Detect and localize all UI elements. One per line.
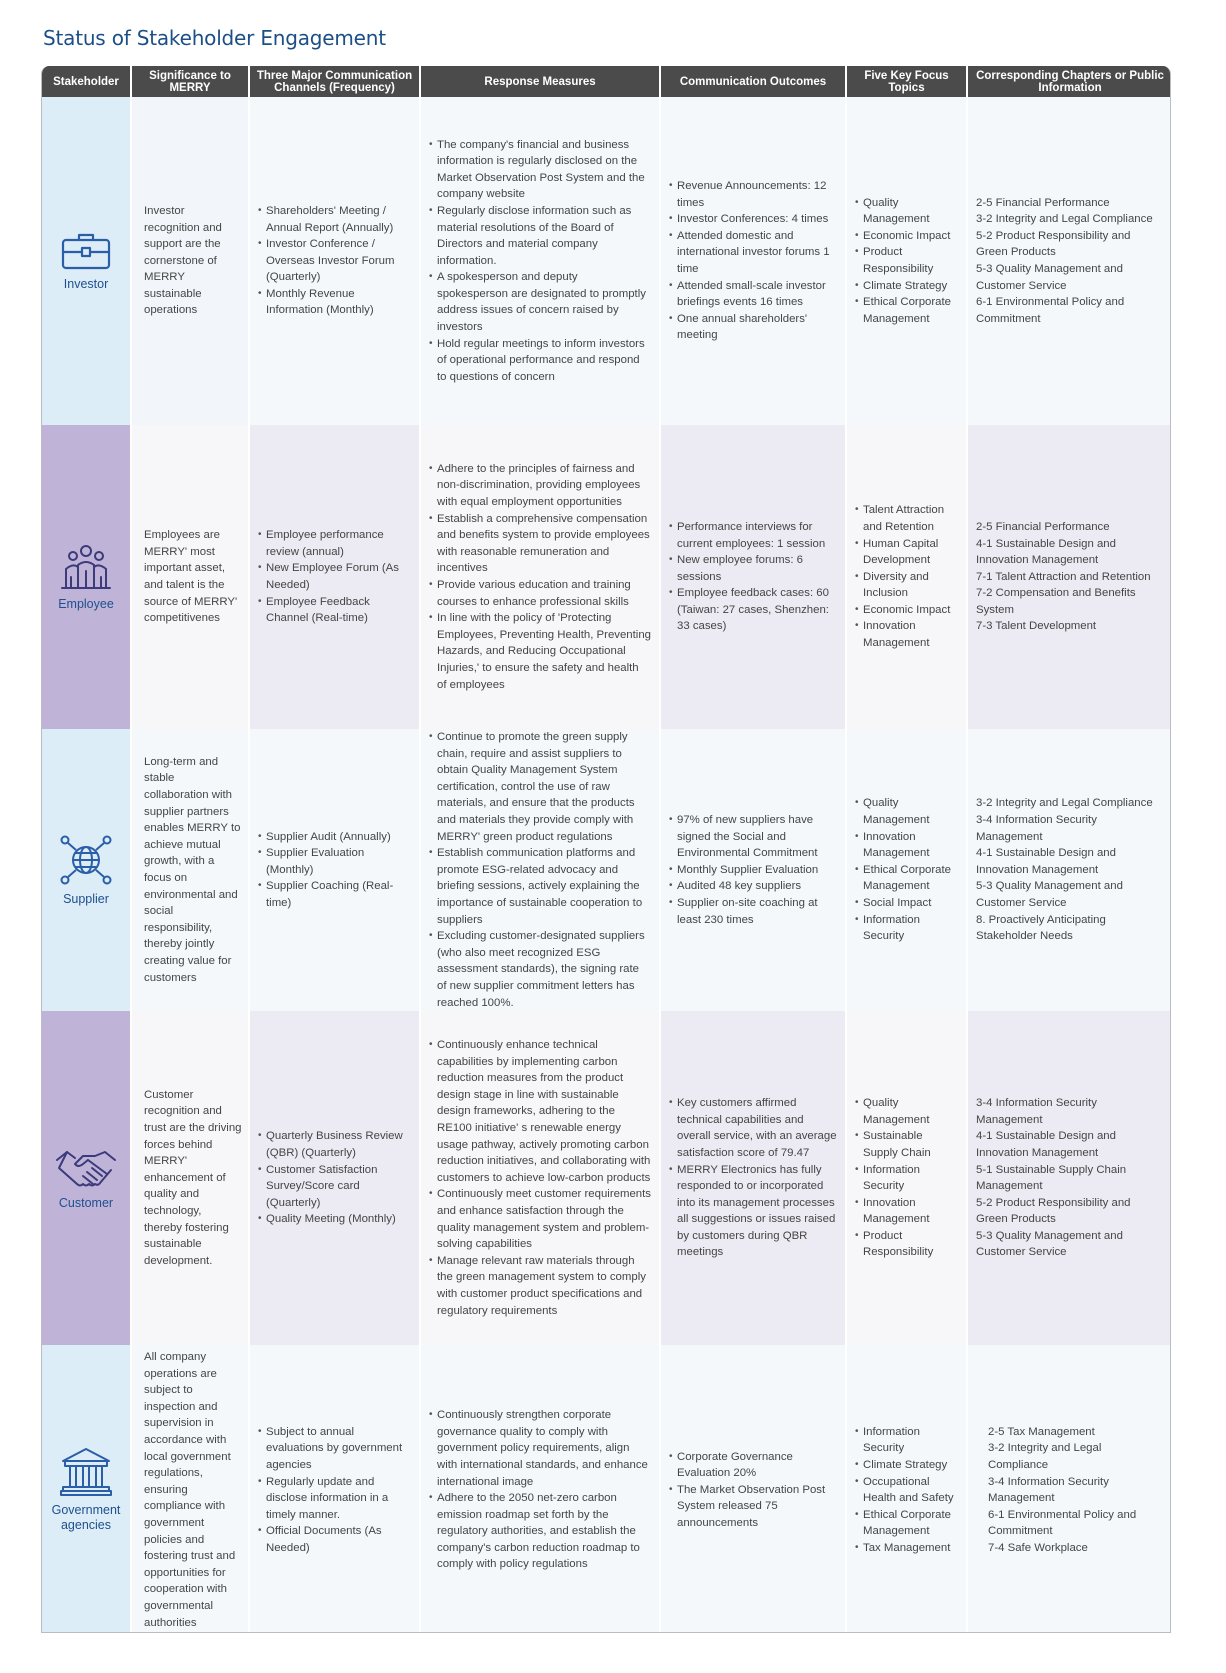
chapter-item: 5-2 Product Responsibility and Green Products [976, 1196, 1131, 1226]
list-item: • Supplier Audit (Annually) [258, 829, 411, 846]
list-item: • Sustainable Supply Chain [855, 1128, 958, 1161]
list-item: • Manage relevant raw materials through the green management system to comply with customer product specifications and regulatory requirements [429, 1253, 651, 1319]
list-item: • Tax Management [855, 1540, 958, 1557]
list-item: • Corporate Governance Evaluation 20% [669, 1449, 837, 1482]
outcomes-cell [660, 729, 846, 1011]
stakeholder-cell [42, 97, 131, 425]
list-item: • Audited 48 key suppliers [669, 878, 837, 895]
list-item: • Monthly Supplier Evaluation [669, 862, 837, 879]
chapter-item: 2-5 Tax Management [988, 1425, 1095, 1438]
list-item: • Quarterly Business Review (QBR) (Quarterly) [258, 1128, 411, 1161]
list-item: • Adhere to the 2050 net-zero carbon emission roadmap set forth by the regulatory authorities, and establish the company's carbon reduction roadmap to comply with policy regulations [429, 1490, 651, 1573]
list-item: • Supplier Evaluation (Monthly) [258, 845, 411, 878]
header-topics: Five Key Focus Topics [846, 66, 967, 97]
list-item: • Performance interviews for current employees: 1 session [669, 519, 837, 552]
chapter-item: 5-3 Quality Management and Customer Service [976, 1229, 1123, 1259]
list-item: • Innovation Management [855, 829, 958, 862]
list-item: • Subject to annual evaluations by government agencies [258, 1424, 411, 1474]
chapters-cell [967, 97, 1171, 425]
list-item: • Information Security [855, 1162, 958, 1195]
table-header-row [42, 66, 1171, 97]
stakeholder-label: Employee [58, 596, 114, 611]
stakeholder-cell [42, 1011, 131, 1345]
list-item: • In line with the policy of 'Protecting Employees, Preventing Health, Preventing Hazards, and Reducing Occupational Injuries,' to ensure the safety and health of employees [429, 610, 651, 693]
significance-cell: All company operations are subject to inspection and supervision in accordance with local government regulations, ensuring compliance with government policies and fostering trust and opportunities for cooperation with governmental authorities [131, 1345, 249, 1633]
chapter-item: 8. Proactively Anticipating Stakeholder Needs [976, 913, 1106, 943]
list-item: • Attended small-scale investor briefings events 16 times [669, 278, 837, 311]
list-item: • New employee forums: 6 sessions [669, 552, 837, 585]
table-row-government [42, 1345, 1171, 1633]
list-item: • Regularly update and disclose information in a timely manner. [258, 1474, 411, 1524]
significance-cell: Employees are MERRY' most important asset, and talent is the source of MERRY' competitivenes [131, 425, 249, 729]
chapter-item: 2-5 Financial Performance [976, 196, 1110, 209]
list-item: • Innovation Management [855, 618, 958, 651]
topics-cell [846, 1011, 967, 1345]
list-item: • Provide various education and training courses to enhance professional skills [429, 577, 651, 610]
channels-cell [249, 425, 420, 729]
list-item: • Supplier Coaching (Real-time) [258, 878, 411, 911]
channels-cell [249, 729, 420, 1011]
globe-network-icon [59, 834, 113, 886]
table-row-supplier [42, 729, 1171, 1011]
chapters-cell [967, 729, 1171, 1011]
list-item: • Product Responsibility [855, 244, 958, 277]
chapter-item: 3-2 Integrity and Legal Compliance [976, 213, 1153, 226]
list-item: • 97% of new suppliers have signed the Social and Environmental Commitment [669, 812, 837, 862]
topics-cell [846, 425, 967, 729]
list-item: • Ethical Corporate Management [855, 862, 958, 895]
outcomes-cell [660, 1011, 846, 1345]
chapter-item: 3-4 Information Security Management [976, 813, 1097, 843]
list-item: • Quality Meeting (Monthly) [258, 1211, 411, 1228]
header-significance: Significance to MERRY [131, 66, 249, 97]
chapter-item: 3-4 Information Security Management [976, 1097, 1097, 1126]
list-item: • Quality Management [855, 195, 958, 228]
list-item: • Investor Conference / Overseas Investor Forum (Quarterly) [258, 236, 411, 286]
significance-cell: Long-term and stable collaboration with supplier partners enables MERRY to achieve mutual growth, with a focus on environmental and social responsibility, thereby jointly creating value for customers [131, 729, 249, 1011]
list-item: • Regularly disclose information such as material resolutions of the Board of Directors and material company information. [429, 203, 651, 269]
chapter-item: 2-5 Financial Performance [976, 520, 1110, 533]
chapter-item: 7-4 Safe Workplace [988, 1541, 1088, 1554]
list-item: • Key customers affirmed technical capabilities and overall service, with an average satisfaction score of 79.47 [669, 1095, 837, 1161]
list-item: • Shareholders' Meeting / Annual Report (Annually) [258, 203, 411, 236]
header-channels: Three Major Communication Channels (Frequency) [249, 66, 420, 97]
list-item: • Official Documents (As Needed) [258, 1523, 411, 1556]
list-item: • The company's financial and business information is regularly disclosed on the Market Observation Post System and the company website [429, 137, 651, 203]
topics-cell [846, 1345, 967, 1633]
outcomes-cell [660, 1345, 846, 1633]
list-item: • Quality Management [855, 795, 958, 828]
list-item: • Monthly Revenue Information (Monthly) [258, 286, 411, 319]
handshake-icon [55, 1146, 117, 1190]
significance-cell: Investor recognition and support are the cornerstone of MERRY sustainable operations [131, 97, 249, 425]
list-item: • Establish a comprehensive compensation and benefits system to provide employees with reasonable remuneration and incentives [429, 511, 651, 577]
people-icon [60, 543, 112, 591]
list-item: • A spokesperson and deputy spokesperson are designated to promptly address issues of concern raised by investors [429, 269, 651, 335]
list-item: • Economic Impact [855, 602, 958, 619]
header-outcomes: Communication Outcomes [660, 66, 846, 97]
list-item: • Product Responsibility [855, 1228, 958, 1261]
chapter-item: 4-1 Sustainable Design and Innovation Management [976, 847, 1116, 876]
table-row-investor [42, 97, 1171, 425]
chapter-item: 6-1 Environmental Policy and Commitment [988, 1508, 1137, 1538]
list-item: • Economic Impact [855, 228, 958, 245]
chapter-item: 7-1 Talent Attraction and Retention [976, 570, 1151, 583]
list-item: • Innovation Management [855, 1195, 958, 1228]
measures-cell [420, 425, 660, 729]
chapter-item: 3-2 Integrity and Legal Compliance [988, 1442, 1102, 1471]
page-title: Status of Stakeholder Engagement [43, 26, 386, 50]
channels-cell [249, 1011, 420, 1345]
list-item: • One annual shareholders' meeting [669, 311, 837, 344]
list-item: • Adhere to the principles of fairness and non-discrimination, providing employees with equal employment opportunities [429, 461, 651, 511]
stakeholder-cell [42, 1345, 131, 1633]
list-item: • Revenue Announcements: 12 times [669, 178, 837, 211]
list-item: • Information Security [855, 912, 958, 945]
list-item: • Customer Satisfaction Survey/Score card (Quarterly) [258, 1162, 411, 1212]
stakeholder-table [41, 66, 1171, 1633]
chapter-item: 5-3 Quality Management and Customer Service [976, 880, 1123, 909]
list-item: • Quality Management [855, 1095, 958, 1128]
chapter-item: 7-3 Talent Development [976, 620, 1097, 633]
chapters-cell [967, 1011, 1171, 1345]
list-item: • Occupational Health and Safety [855, 1474, 958, 1507]
header-measures: Response Measures [420, 66, 660, 97]
table-row-customer [42, 1011, 1171, 1345]
list-item: • New Employee Forum (As Needed) [258, 560, 411, 593]
stakeholder-cell [42, 729, 131, 1011]
chapters-cell [967, 1345, 1171, 1633]
chapter-item: 5-1 Sustainable Supply Chain Management [976, 1163, 1127, 1193]
measures-cell [420, 1345, 660, 1633]
list-item: • Hold regular meetings to inform investors of operational performance and respond to questions of concern [429, 336, 651, 386]
stakeholder-label: Customer [58, 1195, 114, 1210]
channels-cell [249, 97, 420, 425]
list-item: • Climate Strategy [855, 278, 958, 295]
list-item: • Social Impact [855, 895, 958, 912]
topics-cell [846, 97, 967, 425]
list-item: • Climate Strategy [855, 1457, 958, 1474]
chapter-item: 4-1 Sustainable Design and Innovation Management [976, 537, 1116, 567]
list-item: • Employee feedback cases: 60 (Taiwan: 27 cases, Shenzhen: 33 cases) [669, 585, 837, 635]
list-item: • Continuously meet customer requirements and enhance satisfaction through the quality management system and problem-solving capabilities [429, 1186, 651, 1252]
chapter-item: 5-3 Quality Management and Customer Service [976, 263, 1123, 292]
header-chapters: Corresponding Chapters or Public Information [967, 66, 1171, 97]
chapters-cell [967, 425, 1171, 729]
stakeholder-label: Government agencies [51, 1503, 121, 1533]
list-item: • Continue to promote the green supply chain, require and assist suppliers to obtain Quality Management System certification, control the use of raw materials, and ensure that the products and materials they provide comply with MERRY' green product regulations [429, 729, 651, 845]
chapter-item: 7-2 Compensation and Benefits System [976, 587, 1136, 616]
list-item: • Attended domestic and international investor forums 1 time [669, 228, 837, 278]
measures-cell [420, 729, 660, 1011]
government-building-icon [60, 1447, 112, 1497]
list-item: • Ethical Corporate Management [855, 1507, 958, 1540]
chapter-item: 4-1 Sustainable Design and Innovation Management [976, 1130, 1116, 1159]
table-row-employee [42, 425, 1171, 729]
outcomes-cell [660, 425, 846, 729]
chapter-item: 3-4 Information Security Management [988, 1475, 1109, 1505]
list-item: • Diversity and Inclusion [855, 569, 958, 602]
header-stakeholder: Stakeholder [42, 66, 131, 97]
stakeholder-label: Investor [63, 276, 109, 291]
list-item: • Investor Conferences: 4 times [669, 211, 837, 228]
list-item: • Ethical Corporate Management [855, 294, 958, 327]
list-item: • Excluding customer-designated suppliers (who also meet recognized ESG assessment standards), the signing rate of new supplier commitment letters has reached 100%. [429, 928, 651, 1011]
measures-cell [420, 97, 660, 425]
stakeholder-label: Supplier [63, 891, 109, 906]
channels-cell [249, 1345, 420, 1633]
list-item: • Continuously strengthen corporate governance quality to comply with government policy requirements, align with international standards, and enhance international image [429, 1407, 651, 1490]
list-item: • Human Capital Development [855, 536, 958, 569]
outcomes-cell [660, 97, 846, 425]
list-item: • Talent Attraction and Retention [855, 502, 958, 535]
list-item: • Employee performance review (annual) [258, 527, 411, 560]
stakeholder-cell [42, 425, 131, 729]
list-item: • Employee Feedback Channel (Real-time) [258, 594, 411, 627]
significance-cell: Customer recognition and trust are the driving forces behind MERRY' enhancement of quality and technology, thereby fostering sustainable development. [131, 1011, 249, 1345]
measures-cell [420, 1011, 660, 1345]
chapter-item: 3-2 Integrity and Legal Compliance [976, 797, 1153, 810]
list-item: • MERRY Electronics has fully responded to or incorporated into its management processes all suggestions or issues raised by customers during QBR meetings [669, 1162, 837, 1262]
chapter-item: 5-2 Product Responsibility and Green Products [976, 229, 1131, 259]
list-item: • The Market Observation Post System released 75 announcements [669, 1482, 837, 1532]
briefcase-icon [60, 231, 112, 271]
list-item: • Information Security [855, 1424, 958, 1457]
chapter-item: 6-1 Environmental Policy and Commitment [976, 296, 1125, 325]
list-item: • Continuously enhance technical capabilities by implementing carbon reduction measures from the product design stage in line with sustainable design frameworks, adhering to the RE100 initiative' s renewable energy usage pathway, actively promoting carbon reduction initiatives, and collaborating with customers to achieve low-carbon products [429, 1037, 651, 1186]
topics-cell [846, 729, 967, 1011]
list-item: • Supplier on-site coaching at least 230 times [669, 895, 837, 928]
list-item: • Establish communication platforms and promote ESG-related advocacy and briefing sessions, actively explaining the importance of sustainable cooperation to suppliers [429, 845, 651, 928]
